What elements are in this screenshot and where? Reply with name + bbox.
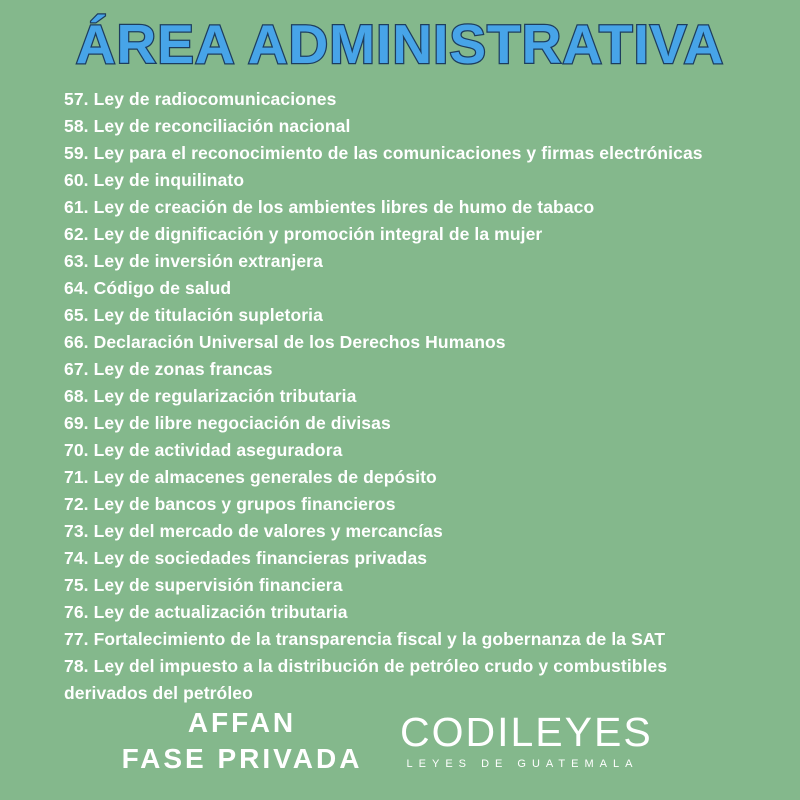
law-item: 70. Ley de actividad aseguradora — [64, 440, 343, 460]
law-item: 59. Ley para el reconocimiento de las comunicaciones y firmas electrónicas — [64, 143, 703, 163]
codileyes-logo — [400, 709, 653, 770]
law-item: 78. Ley del impuesto a la distribución de petróleo crudo y combustibles derivados del petróleo — [64, 656, 668, 703]
law-item: 69. Ley de libre negociación de divisas — [64, 413, 391, 433]
codileyes-wordmark: CODILEYES — [400, 709, 653, 755]
affan-brand — [92, 706, 392, 778]
law-item: 66. Declaración Universal de los Derechos Humanos — [64, 332, 506, 352]
affan-brand-line2: FASE PRIVADA — [121, 743, 363, 774]
affan-brand-line1: AFFAN — [187, 707, 297, 738]
law-item: 71. Ley de almacenes generales de depósito — [64, 467, 437, 487]
law-item: 57. Ley de radiocomunicaciones — [64, 89, 337, 109]
codileyes-tagline: LEYES DE GUATEMALA — [406, 758, 639, 770]
law-item: 64. Código de salud — [64, 278, 232, 298]
law-item: 65. Ley de titulación supletoria — [64, 305, 323, 325]
law-item: 73. Ley del mercado de valores y mercancías — [64, 521, 443, 541]
law-item: 63. Ley de inversión extranjera — [64, 251, 323, 271]
law-item: 61. Ley de creación de los ambientes libres de humo de tabaco — [64, 197, 595, 217]
law-item: 74. Ley de sociedades financieras privadas — [64, 548, 428, 568]
law-item: 68. Ley de regularización tributaria — [64, 386, 357, 406]
law-item: 67. Ley de zonas francas — [64, 359, 273, 379]
law-item: 72. Ley de bancos y grupos financieros — [64, 494, 396, 514]
law-item: 75. Ley de supervisión financiera — [64, 575, 343, 595]
law-item: 60. Ley de inquilinato — [64, 170, 245, 190]
law-item: 76. Ley de actualización tributaria — [64, 602, 348, 622]
law-item: 58. Ley de reconciliación nacional — [64, 116, 351, 136]
page-title: ÁREA ADMINISTRATIVA — [75, 13, 725, 75]
law-item: 62. Ley de dignificación y promoción integral de la mujer — [64, 224, 543, 244]
footer — [0, 700, 800, 800]
laws-list — [64, 86, 719, 707]
law-item: 77. Fortalecimiento de la transparencia fiscal y la gobernanza de la SAT — [64, 629, 666, 649]
